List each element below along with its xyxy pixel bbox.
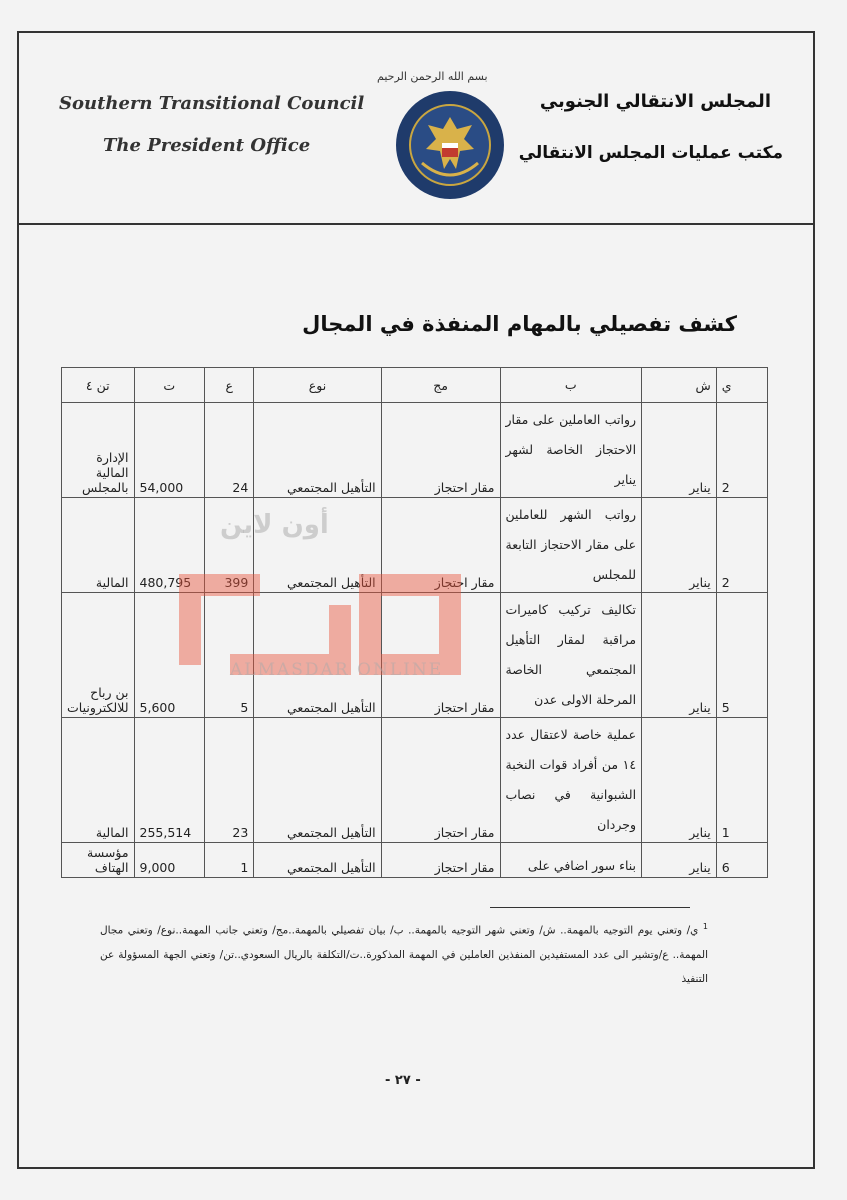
cell-month: يناير	[642, 498, 717, 593]
cell-count: 5	[205, 593, 254, 718]
footnote	[100, 915, 708, 991]
cell-cost: 54,000	[134, 403, 205, 498]
cell-day: 5	[716, 593, 767, 718]
cell-month: يناير	[642, 593, 717, 718]
arabic-office-name: مكتب عمليات المجلس الانتقالي	[518, 143, 783, 163]
cell-type: التأهيل المجتمعي	[254, 498, 381, 593]
header-month: ش	[642, 368, 717, 403]
arabic-council-name: المجلس الانتقالي الجنوبي	[539, 91, 771, 112]
table-row	[62, 403, 768, 498]
english-council-name: Southern Transitional Council	[59, 93, 365, 114]
cell-day: 2	[716, 403, 767, 498]
header-entity: تن ٤	[62, 368, 135, 403]
cell-description: تكاليف تركيب كاميرات مراقبة لمقار التأهيل المجتمعي الخاصة المرحلة الاولى عدن	[500, 593, 642, 718]
cell-type: التأهيل المجتمعي	[254, 593, 381, 718]
header-cost: ت	[134, 368, 205, 403]
cell-type: التأهيل المجتمعي	[254, 718, 381, 843]
cell-entity: المالية	[62, 498, 135, 593]
cell-location: مقار احتجاز	[381, 403, 500, 498]
cell-day: 6	[716, 843, 767, 878]
cell-description: بناء سور اضافي على	[500, 843, 642, 878]
cell-type: التأهيل المجتمعي	[254, 843, 381, 878]
cell-description: عملية خاصة لاعتقال عدد ١٤ من أفراد قوات النخبة الشبوانية في نصاب وجردان	[500, 718, 642, 843]
table-row	[62, 843, 768, 878]
table-row	[62, 593, 768, 718]
cell-cost: 480,795	[134, 498, 205, 593]
table-row	[62, 718, 768, 843]
cell-cost: 9,000	[134, 843, 205, 878]
cell-entity: الإدارة المالية بالمجلس	[62, 403, 135, 498]
cell-count: 23	[205, 718, 254, 843]
page-title: كشف تفصيلي بالمهام المنفذة في المجال	[302, 312, 737, 336]
cell-location: مقار احتجاز	[381, 718, 500, 843]
watermark-latin-text: ALMASDAR ONLINE	[230, 660, 444, 680]
header-description: ب	[500, 368, 642, 403]
cell-day: 1	[716, 718, 767, 843]
cell-entity: مؤسسة الهتاف	[62, 843, 135, 878]
english-office-name: The President Office	[103, 135, 311, 156]
cell-location: مقار احتجاز	[381, 593, 500, 718]
footnote-divider	[490, 907, 690, 908]
cell-location: مقار احتجاز	[381, 498, 500, 593]
cell-cost: 255,514	[134, 718, 205, 843]
page-number: - ٢٧ -	[385, 1073, 421, 1088]
tasks-table	[61, 367, 768, 878]
cell-count: 399	[205, 498, 254, 593]
cell-cost: 5,600	[134, 593, 205, 718]
watermark-online-text: أون لاين	[220, 510, 329, 540]
table-header-row	[62, 368, 768, 403]
council-seal-logo	[394, 89, 506, 201]
cell-count: 24	[205, 403, 254, 498]
cell-description: رواتب العاملين على مقار الاحتجاز الخاصة لشهر يناير	[500, 403, 642, 498]
letterhead	[19, 33, 813, 225]
cell-entity: بن رباح للالكترونيات	[62, 593, 135, 718]
cell-type: التأهيل المجتمعي	[254, 403, 381, 498]
cell-month: يناير	[642, 718, 717, 843]
cell-count: 1	[205, 843, 254, 878]
header-type: نوع	[254, 368, 381, 403]
cell-month: يناير	[642, 843, 717, 878]
header-location: مج	[381, 368, 500, 403]
cell-location: مقار احتجاز	[381, 843, 500, 878]
cell-entity: المالية	[62, 718, 135, 843]
cell-day: 2	[716, 498, 767, 593]
cell-description: رواتب الشهر للعاملين على مقار الاحتجاز التابعة للمجلس	[500, 498, 642, 593]
basmala: بسم الله الرحمن الرحيم	[377, 70, 488, 83]
footnote-marker: 1	[702, 922, 708, 931]
cell-month: يناير	[642, 403, 717, 498]
header-day: ي	[716, 368, 767, 403]
header-count: ع	[205, 368, 254, 403]
footnote-text: ي/ وتعني يوم التوجيه بالمهمة.. ش/ وتعني شهر التوجيه بالمهمة.. ب/ بيان تفصيلي بالمهمة..مج/ وتعني جانب المهمة..نوع/ وتعني مجال المهمة.. ع/وتشير الى عدد المستفيدين المنفذين العاملين في المهمة المذكورة..ت/التكلفة بالريال السعودي..تن/ وتعني الجهة المسؤولة عن التنفيذ	[100, 924, 708, 985]
table-row	[62, 498, 768, 593]
